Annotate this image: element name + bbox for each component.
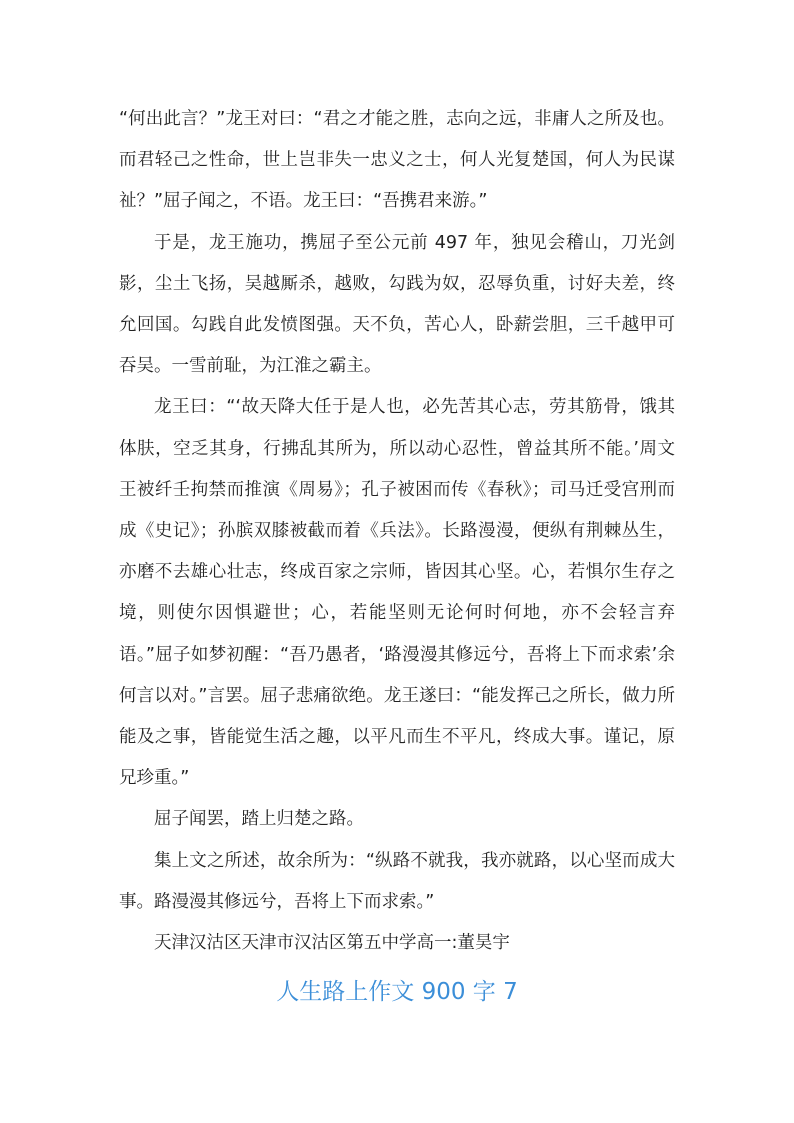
paragraph-return-to-chu: 屈子闻罢，踏上归楚之路。 xyxy=(154,809,364,830)
paragraph-dialogue-opening: “何出此言？”龙王对曰：“君之才能之胜，志向之远，非庸人之所及也。而君轻己之性命，世上岂非失一忠义之士，何人光复楚国，何人为民谋祉？”屈子闻之，不语。龙王曰：“吾携君来游。” xyxy=(119,109,675,212)
paragraph-goujian-story: 于是，龙王施功，携屈子至公元前 497 年，独见会稽山，刀光剑影，尘土飞扬，吴越厮杀，越败，勾践为奴，忍辱负重，讨好夫差，终允回国。勾践自此发愤图强。天不负，苦心人，卧薪尝胆，三千越甲可吞吴。一雪前耻，为江淮之霸主。 xyxy=(119,232,675,377)
author-attribution: 天津汉沽区天津市汉沽区第五中学高一:董昊宇 xyxy=(154,933,510,954)
paragraph-dragon-king-speech: 龙王曰：“‘故天降大任于是人也，必先苦其心志，劳其筋骨，饿其体肤，空乏其身，行拂乱其所为，所以动心忍性，曾益其所不能。’周文王被纤壬拘禁而推演《周易》；孔子被困而传《春秋》；司马迁受宫刑而成《史记》；孙膑双膝被截而着《兵法》。长路漫漫，便纵有荆棘丛生，亦磨不去雄心壮志，终成百家之宗师，皆因其心坚。心，若惧尔生存之境，则使尔因惧避世；心，若能坚则无论何时何地，亦不会轻言弃语。”屈子如梦初醒：“吾乃愚者，‘路漫漫其修远兮，吾将上下而求索’余何言以对。”言罢。屈子悲痛欲绝。龙王遂曰：“能发挥己之所长，做力所能及之事，皆能觉生活之趣，以平凡而生不平凡，终成大事。谨记，原兄珍重。” xyxy=(119,397,675,789)
paragraph-conclusion: 集上文之所述，故余所为：“纵路不就我，我亦就路，以心坚而成大事。路漫漫其修远兮，吾将上下而求索。” xyxy=(119,850,675,912)
article-body xyxy=(119,99,675,964)
next-article-title[interactable]: 人生路上作文 900 字 7 xyxy=(276,979,518,1005)
